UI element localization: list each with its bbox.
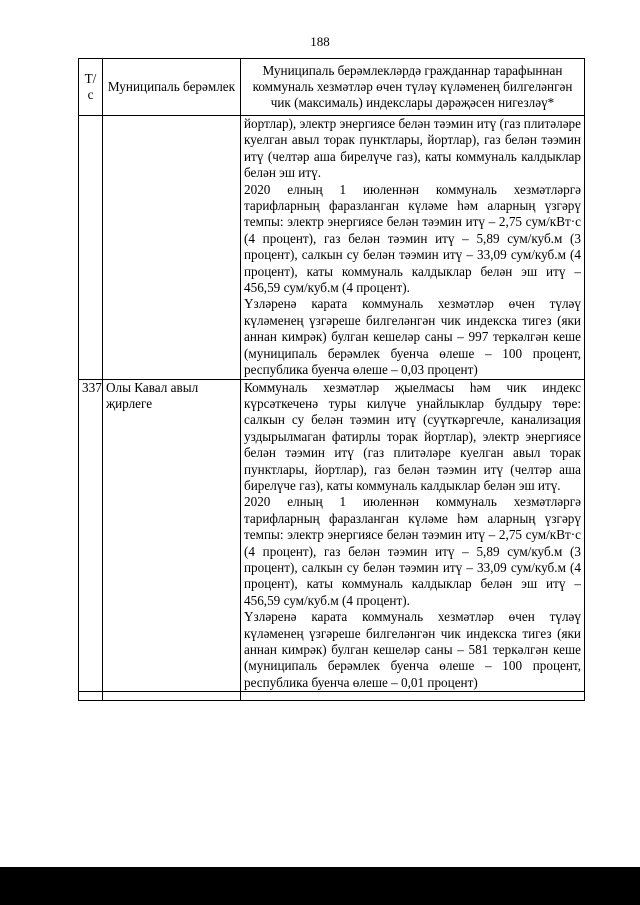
- header-description: Муниципаль берәмлекләрдә гражданнар тарафыннан коммуналь хезмәтләр өчен түләү күләменең билгеләнгән чик (максималь) индекслары дәрәҗәсен нигезләү*: [241, 59, 585, 116]
- table-row: [79, 116, 585, 380]
- description-paragraph: 2020 елның 1 июленнән коммуналь хезмәтләргә тарифларның фаразланган күләме һәм аларның үзгәрү темпы: электр энергиясе белән тәэмин итү – 2,75 сум/кВт·с (4 процент), газ белән тәэмин итү – 5,89 сум/куб.м (3 процент), салкын су белән тәэмин итү – 33,09 сум/куб.м (4 процент), каты коммуналь калдыклар белән эш итү – 456,59 сум/куб.м (4 процент).: [244, 494, 581, 608]
- table-row-empty: [79, 692, 585, 701]
- description-paragraph: Үзләренә карата коммуналь хезмәтләр өчен түләү күләменең үзгәреше билгеләнгән чик индекска тигез (яки аннан кимрәк) булган кешеләр саны – 997 теркәлгән кеше (муниципаль берәмлек буенча өлеше – 100 процент, республика буенча өлеше – 0,03 процент): [244, 296, 581, 378]
- row-description: [241, 379, 585, 692]
- page-number: 188: [310, 34, 330, 49]
- header-number: Т/с: [79, 59, 103, 116]
- table-row: [79, 379, 585, 692]
- row-municipality: Олы Кавал авыл җирлеге: [103, 379, 241, 692]
- row-municipality: [103, 692, 241, 701]
- description-paragraph: 2020 елның 1 июленнән коммуналь хезмәтләргә тарифларның фаразланган күләме һәм аларның үзгәрү темпы: электр энергиясе белән тәэмин итү – 2,75 сум/кВт·с (4 процент), газ белән тәэмин итү – 5,89 сум/куб.м (3 процент), салкын су белән тәэмин итү – 33,09 сум/куб.м (4 процент), каты коммуналь калдыклар белән эш итү – 456,59 сум/куб.м (4 процент).: [244, 181, 581, 296]
- row-number: [79, 692, 103, 701]
- row-description: [241, 116, 585, 380]
- description-paragraph: йортлар), электр энергиясе белән тәэмин итү (газ плитәләре куелган авыл торак пунктлары, йортлар), газ белән тәэмин итү (челтәр аша бирелүче газ), каты коммуналь калдыклар белән эш итү.: [244, 116, 581, 181]
- row-description: [241, 692, 585, 701]
- row-municipality: [103, 116, 241, 380]
- municipal-index-table: [78, 58, 585, 701]
- row-number: 337: [79, 379, 103, 692]
- scan-bottom-border: [0, 867, 640, 905]
- table-header-row: [79, 59, 585, 116]
- header-municipality: Муниципаль берәмлек: [103, 59, 241, 116]
- row-number: [79, 116, 103, 380]
- description-paragraph: Үзләренә карата коммуналь хезмәтләр өчен түләү күләменең үзгәреше билгеләнгән чик индекска тигез (яки аннан кимрәк) булган кешеләр саны – 581 теркәлгән кеше (муниципаль берәмлек буенча өлеше – 100 процент, республика буенча өлеше – 0,01 процент): [244, 609, 581, 690]
- description-paragraph: Коммуналь хезмәтләр җыелмасы һәм чик индекс күрсәткеченә туры килүче унайлыклар булдыру төре: салкын су белән тәэмин итү (суүткәргечле, канализация уздырылмаган фатирлы торак йортлар), электр энергиясе белән тәэмин итү (газ плитәләре куелган авыл торак пунктлары, йортлар), газ белән тәэмин итү (челтәр аша бирелүче газ), каты коммуналь калдыклар белән эш итү.: [244, 379, 581, 493]
